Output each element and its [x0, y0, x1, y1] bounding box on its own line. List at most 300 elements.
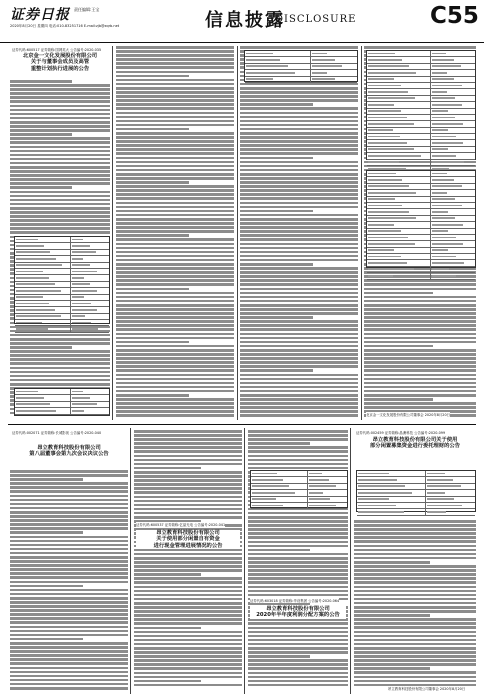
text-line	[364, 324, 476, 327]
text-line	[10, 626, 128, 629]
text-line	[10, 597, 128, 600]
text-line	[364, 394, 476, 397]
text-line	[240, 402, 358, 405]
text-line	[116, 349, 234, 352]
text-line	[248, 524, 348, 527]
text-line	[10, 371, 110, 374]
text-line	[240, 337, 358, 340]
text-line	[248, 573, 348, 576]
text-line	[240, 120, 358, 123]
text-line	[10, 141, 110, 144]
text-line	[116, 414, 234, 417]
text-line	[240, 255, 358, 258]
text-line	[116, 91, 234, 94]
text-line	[10, 568, 128, 571]
text-line	[116, 161, 234, 164]
text-line	[240, 107, 358, 110]
text-line	[10, 540, 128, 543]
column-divider	[112, 46, 113, 420]
text-line	[354, 671, 476, 674]
text-line	[10, 490, 128, 493]
text-line	[240, 226, 358, 229]
text-line	[10, 170, 110, 173]
signature-line: 昂立教育科技股份有限公司董事会 2020年8月20日	[388, 687, 466, 691]
text-line	[240, 210, 313, 213]
text-line	[134, 577, 242, 580]
text-line	[134, 496, 242, 499]
text-line	[364, 378, 476, 381]
text-line	[248, 655, 310, 658]
text-line	[134, 627, 201, 630]
text-line	[354, 549, 476, 552]
text-line	[10, 362, 110, 365]
text-line	[134, 549, 242, 552]
text-line	[116, 234, 189, 237]
text-line	[240, 251, 358, 254]
text-line	[354, 631, 476, 634]
text-line	[134, 672, 242, 675]
text-line	[116, 222, 234, 225]
text-line	[10, 486, 128, 489]
text-line	[364, 349, 476, 352]
text-line	[116, 238, 234, 241]
text-line	[10, 211, 110, 214]
text-line	[10, 585, 83, 588]
text-line	[240, 263, 313, 266]
text-line	[240, 353, 358, 356]
text-line	[248, 512, 348, 515]
text-line	[134, 631, 242, 634]
text-line	[10, 338, 110, 341]
text-line	[10, 334, 110, 337]
text-line	[134, 643, 242, 646]
text-line	[364, 316, 476, 319]
text-line	[10, 601, 128, 604]
text-line	[248, 459, 348, 462]
text-line	[240, 333, 358, 336]
text-line	[116, 279, 234, 282]
text-line	[10, 207, 110, 210]
text-line	[248, 565, 348, 568]
text-line	[116, 369, 234, 372]
text-line	[364, 308, 476, 311]
text-line	[354, 680, 476, 683]
text-line	[354, 545, 476, 548]
text-line	[240, 103, 313, 106]
text-line	[354, 528, 476, 531]
text-line	[116, 66, 234, 69]
text-line	[364, 402, 476, 405]
text-line	[116, 365, 234, 368]
text-line	[240, 398, 358, 401]
text-line	[116, 300, 234, 303]
text-line	[248, 520, 348, 523]
text-line	[354, 590, 476, 593]
text-line	[240, 296, 358, 299]
text-line	[10, 375, 110, 378]
text-line	[10, 687, 128, 690]
stock-code-line: 证券代码:002071 证券简称:长城影视 公告编号:2020-040	[12, 431, 102, 435]
text-line	[10, 358, 110, 361]
text-line	[10, 166, 110, 169]
text-line	[116, 288, 189, 291]
text-line	[364, 374, 476, 377]
text-line	[364, 292, 433, 295]
text-line	[116, 46, 234, 49]
text-line	[134, 512, 242, 515]
text-line	[248, 536, 348, 539]
text-line	[240, 46, 358, 49]
text-line	[134, 610, 242, 613]
text-line	[364, 279, 476, 282]
text-line	[10, 80, 72, 83]
text-line	[10, 544, 128, 547]
text-line	[10, 675, 128, 678]
text-line	[134, 651, 242, 654]
text-line	[240, 365, 358, 368]
text-line	[248, 434, 348, 437]
text-line	[116, 337, 234, 340]
text-line	[134, 508, 242, 511]
text-line	[10, 499, 128, 502]
text-line	[240, 410, 358, 413]
text-line	[116, 58, 234, 61]
text-line	[10, 679, 128, 682]
text-line	[10, 531, 83, 534]
text-line	[134, 594, 242, 597]
text-line	[116, 398, 234, 401]
text-line	[240, 288, 358, 291]
text-line	[116, 267, 234, 270]
text-line	[10, 552, 128, 555]
text-line	[240, 320, 358, 323]
text-line	[240, 214, 358, 217]
text-line	[240, 161, 358, 164]
text-line	[134, 463, 242, 466]
text-line	[116, 378, 234, 381]
text-line	[10, 671, 128, 674]
text-line	[240, 189, 358, 192]
text-line	[134, 553, 242, 556]
text-line	[364, 288, 476, 291]
text-line	[248, 667, 348, 670]
text-line	[116, 247, 234, 250]
text-line	[116, 251, 234, 254]
text-line	[10, 158, 110, 161]
text-line	[134, 663, 242, 666]
text-line	[240, 83, 358, 86]
text-line	[116, 99, 234, 102]
text-line	[364, 304, 476, 307]
text-line	[240, 238, 358, 241]
text-line	[134, 430, 242, 433]
text-line	[240, 95, 358, 98]
text-line	[10, 383, 110, 386]
text-line	[10, 367, 110, 370]
text-line	[134, 573, 201, 576]
text-line	[10, 474, 128, 477]
text-line	[10, 482, 128, 485]
table-row	[367, 273, 475, 279]
text-line	[364, 333, 476, 336]
text-line	[10, 536, 128, 539]
text-line	[116, 271, 234, 274]
text-line	[134, 655, 242, 658]
text-line	[240, 283, 358, 286]
text-line	[354, 561, 430, 564]
text-line	[134, 455, 242, 458]
text-line	[354, 622, 476, 625]
text-line	[240, 369, 313, 372]
newspaper-logo: 证券日报	[10, 7, 70, 23]
text-line	[10, 650, 128, 653]
text-line	[116, 296, 234, 299]
text-line	[116, 386, 234, 389]
text-line	[248, 549, 310, 552]
text-line	[10, 150, 110, 153]
text-line	[240, 316, 313, 319]
text-line	[10, 342, 110, 345]
text-line	[248, 672, 348, 675]
text-line	[354, 602, 476, 605]
text-line	[354, 626, 476, 629]
text-line	[364, 345, 433, 348]
text-line	[354, 667, 430, 670]
text-line	[10, 121, 110, 124]
text-line	[10, 199, 110, 202]
text-line	[248, 631, 348, 634]
text-line	[10, 642, 128, 645]
text-line	[240, 148, 358, 151]
text-line	[10, 556, 128, 559]
text-line	[10, 576, 128, 579]
text-line	[240, 144, 358, 147]
text-line	[10, 182, 110, 185]
text-line	[354, 573, 476, 576]
text-line	[10, 191, 110, 194]
text-line	[240, 169, 358, 172]
text-line	[364, 312, 476, 315]
text-line	[116, 62, 234, 65]
text-line	[364, 357, 476, 360]
text-line	[116, 116, 234, 119]
text-line	[354, 606, 476, 609]
text-line	[10, 478, 83, 481]
text-line	[248, 635, 348, 638]
text-line	[134, 561, 242, 564]
text-line	[116, 304, 234, 307]
text-line	[354, 557, 476, 560]
table-row	[251, 503, 347, 509]
data-table	[366, 170, 476, 268]
text-line	[10, 564, 128, 567]
text-line	[364, 283, 476, 286]
text-line	[364, 390, 476, 393]
text-line	[240, 361, 358, 364]
text-line	[116, 165, 234, 168]
text-column-8	[354, 520, 476, 692]
text-line	[10, 658, 128, 661]
text-line	[116, 50, 234, 53]
text-line	[248, 590, 348, 593]
text-line	[10, 515, 128, 518]
text-line	[240, 99, 358, 102]
text-line	[240, 218, 358, 221]
text-line	[240, 374, 358, 377]
text-line	[364, 353, 476, 356]
text-line	[134, 442, 242, 445]
text-line	[240, 165, 358, 168]
text-line	[240, 136, 358, 139]
text-line	[240, 382, 358, 385]
text-line	[116, 218, 234, 221]
table-row	[245, 77, 357, 83]
text-line	[248, 684, 348, 687]
announcement-title: 昂立教育科技股份有限公司 2020年半年度利润分配方案的公告	[250, 606, 346, 619]
text-line	[10, 203, 110, 206]
text-line	[10, 523, 128, 526]
column-divider	[244, 428, 245, 694]
text-line	[134, 590, 242, 593]
text-line	[134, 622, 242, 625]
data-table	[366, 50, 476, 160]
text-line	[240, 275, 358, 278]
text-line	[354, 520, 476, 523]
text-line	[134, 598, 242, 601]
text-line	[10, 470, 128, 473]
text-line	[240, 116, 358, 119]
text-line	[364, 365, 476, 368]
text-line	[134, 667, 242, 670]
masthead	[0, 0, 484, 43]
text-line	[240, 308, 358, 311]
text-line	[248, 586, 348, 589]
text-line	[240, 234, 358, 237]
text-line	[240, 185, 358, 188]
text-line	[364, 337, 476, 340]
text-line	[116, 324, 234, 327]
text-line	[240, 279, 358, 282]
text-line	[134, 516, 242, 519]
text-line	[134, 602, 242, 605]
text-line	[134, 471, 242, 474]
text-column-6	[134, 430, 242, 692]
text-line	[10, 92, 110, 95]
text-line	[364, 341, 476, 344]
table-row	[15, 408, 109, 414]
text-line	[134, 676, 242, 679]
text-line	[116, 157, 234, 160]
text-line	[354, 639, 476, 642]
text-line	[10, 527, 128, 530]
text-line	[10, 379, 110, 382]
text-line	[10, 154, 110, 157]
text-line	[354, 536, 476, 539]
data-table	[14, 236, 110, 324]
data-table	[356, 470, 476, 512]
column-divider	[350, 428, 351, 694]
text-line	[116, 361, 234, 364]
text-line	[134, 504, 242, 507]
text-line	[116, 394, 189, 397]
text-line	[134, 500, 242, 503]
text-line	[134, 565, 242, 568]
stock-code-line: 证券代码:600517 证券简称:国网英大 公告编号:2020-035	[12, 48, 102, 52]
text-line	[248, 659, 348, 662]
text-line	[10, 100, 110, 103]
text-line	[116, 214, 234, 217]
text-line	[10, 617, 128, 620]
text-line	[116, 79, 234, 82]
text-line	[134, 569, 242, 572]
text-line	[354, 651, 476, 654]
text-line	[116, 374, 234, 377]
text-line	[248, 594, 348, 597]
text-line	[248, 430, 348, 433]
text-line	[116, 148, 234, 151]
text-line	[10, 84, 110, 87]
text-line	[248, 532, 348, 535]
text-line	[134, 438, 242, 441]
column-divider	[237, 46, 238, 420]
text-line	[116, 312, 234, 315]
text-line	[240, 414, 358, 417]
text-line	[10, 178, 110, 181]
text-line	[134, 684, 242, 687]
text-line	[116, 181, 189, 184]
text-line	[116, 255, 234, 258]
data-table	[14, 388, 110, 416]
text-line	[354, 659, 476, 662]
text-line	[10, 137, 110, 140]
text-line	[10, 346, 72, 349]
text-line	[10, 503, 128, 506]
text-line	[240, 197, 358, 200]
text-line	[10, 495, 128, 498]
text-line	[116, 382, 234, 385]
text-line	[10, 511, 128, 514]
text-line	[116, 316, 234, 319]
text-line	[116, 263, 234, 266]
text-line	[354, 569, 476, 572]
text-line	[116, 152, 234, 155]
text-line	[248, 569, 348, 572]
text-line	[116, 112, 234, 115]
text-line	[248, 643, 348, 646]
text-line	[248, 663, 348, 666]
text-line	[354, 663, 476, 666]
text-line	[116, 230, 234, 233]
section-title: 信息披露	[205, 10, 285, 31]
text-line	[10, 125, 110, 128]
text-line	[240, 124, 358, 127]
text-line	[134, 606, 242, 609]
text-line	[240, 132, 358, 135]
page-number: C55	[430, 3, 479, 29]
text-line	[240, 112, 358, 115]
text-line	[248, 553, 348, 556]
text-line	[364, 382, 476, 385]
text-line	[10, 613, 128, 616]
text-line	[248, 541, 348, 544]
text-line	[116, 197, 234, 200]
text-line	[240, 247, 358, 250]
text-line	[240, 243, 358, 246]
text-line	[10, 654, 128, 657]
table-row	[357, 509, 475, 515]
text-line	[10, 609, 128, 612]
text-line	[240, 202, 358, 205]
